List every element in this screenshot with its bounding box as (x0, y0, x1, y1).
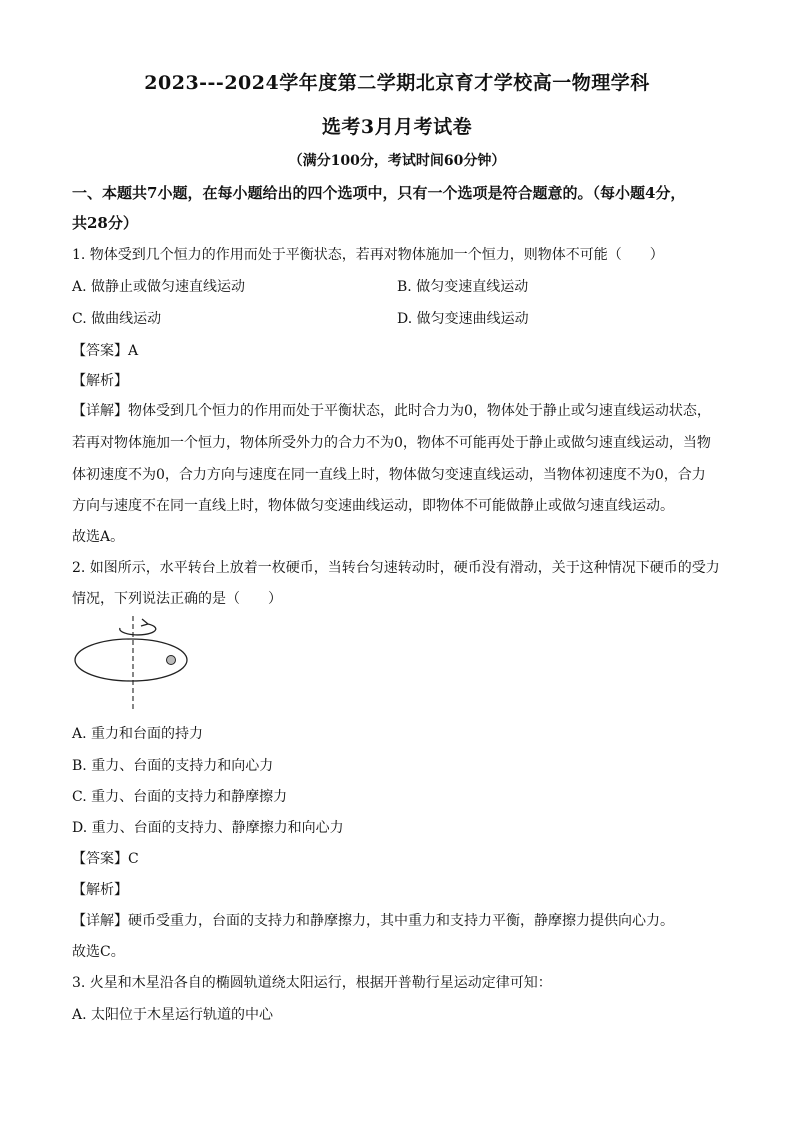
q1-detail-line1: 【详解】物体受到几个恒力的作用而处于平衡状态，此时合力为0，物体处于静止或匀速直线运动状态， (72, 403, 711, 419)
rotation-arrowhead (141, 619, 148, 626)
q2-option-d: D. 重力、台面的支持力、静摩擦力和向心力 (72, 820, 344, 836)
exam-title-line1: 2023---2024学年度第二学期北京育才学校高一物理学科 (144, 72, 650, 94)
q2-answer: 【答案】C (72, 851, 139, 867)
exam-title-line2: 选考3月月考试卷 (321, 116, 473, 138)
exam-subtitle: （满分100分，考试时间60分钟） (288, 153, 506, 169)
q1-analysis-label: 【解析】 (72, 373, 128, 389)
q1-option-c: C. 做曲线运动 (72, 311, 162, 327)
q2-conclusion: 故选C。 (72, 944, 125, 960)
q3-stem: 3. 火星和木星沿各自的椭圆轨道绕太阳运行，根据开普勒行星运动定律可知： (72, 975, 552, 991)
q1-stem: 1. 物体受到几个恒力的作用而处于平衡状态，若再对物体施加一个恒力，则物体不可能（ ） (72, 247, 664, 263)
q2-stem-line1: 2. 如图所示，水平转台上放着一枚硬币，当转台匀速转动时，硬币没有滑动，关于这种情况下硬币的受力 (72, 560, 720, 576)
q1-detail-line4: 方向与速度不在同一直线上时，物体做匀变速曲线运动，即物体不可能做静止或做匀速直线运动。 (72, 498, 674, 514)
q1-option-d: D. 做匀变速曲线运动 (397, 311, 529, 327)
q1-conclusion: 故选A。 (72, 529, 125, 545)
q1-detail-line3: 体初速度不为0，合力方向与速度在同一直线上时，物体做匀变速直线运动，当物体初速度不为0，合力 (72, 467, 706, 483)
q3-option-a: A. 太阳位于木星运行轨道的中心 (72, 1007, 274, 1023)
q1-answer: 【答案】A (72, 343, 139, 359)
q2-option-b: B. 重力、台面的支持力和向心力 (72, 758, 274, 774)
q2-option-c: C. 重力、台面的支持力和静摩擦力 (72, 789, 288, 805)
q2-analysis-label: 【解析】 (72, 882, 128, 898)
coin-icon (167, 656, 176, 665)
q1-detail-line2: 若再对物体施加一个恒力，物体所受外力的合力不为0，物体不可能再处于静止或做匀速直线运动，当物 (72, 435, 711, 451)
section1-heading-line2: 共28分） (72, 214, 138, 232)
q1-option-a: A. 做静止或做匀速直线运动 (72, 279, 246, 295)
q2-stem-line2: 情况，下列说法正确的是（ ） (72, 591, 282, 607)
rotation-arrow-arc (120, 624, 156, 635)
q2-detail: 【详解】硬币受重力，台面的支持力和静摩擦力，其中重力和支持力平衡，静摩擦力提供向心力。 (72, 913, 674, 929)
q1-option-b: B. 做匀变速直线运动 (397, 279, 529, 295)
section1-heading-line1: 一、本题共7小题，在每小题给出的四个选项中，只有一个选项是符合题意的。（每小题4分， (72, 184, 686, 202)
q2-option-a: A. 重力和台面的持力 (72, 726, 204, 742)
turntable-figure (70, 612, 200, 714)
